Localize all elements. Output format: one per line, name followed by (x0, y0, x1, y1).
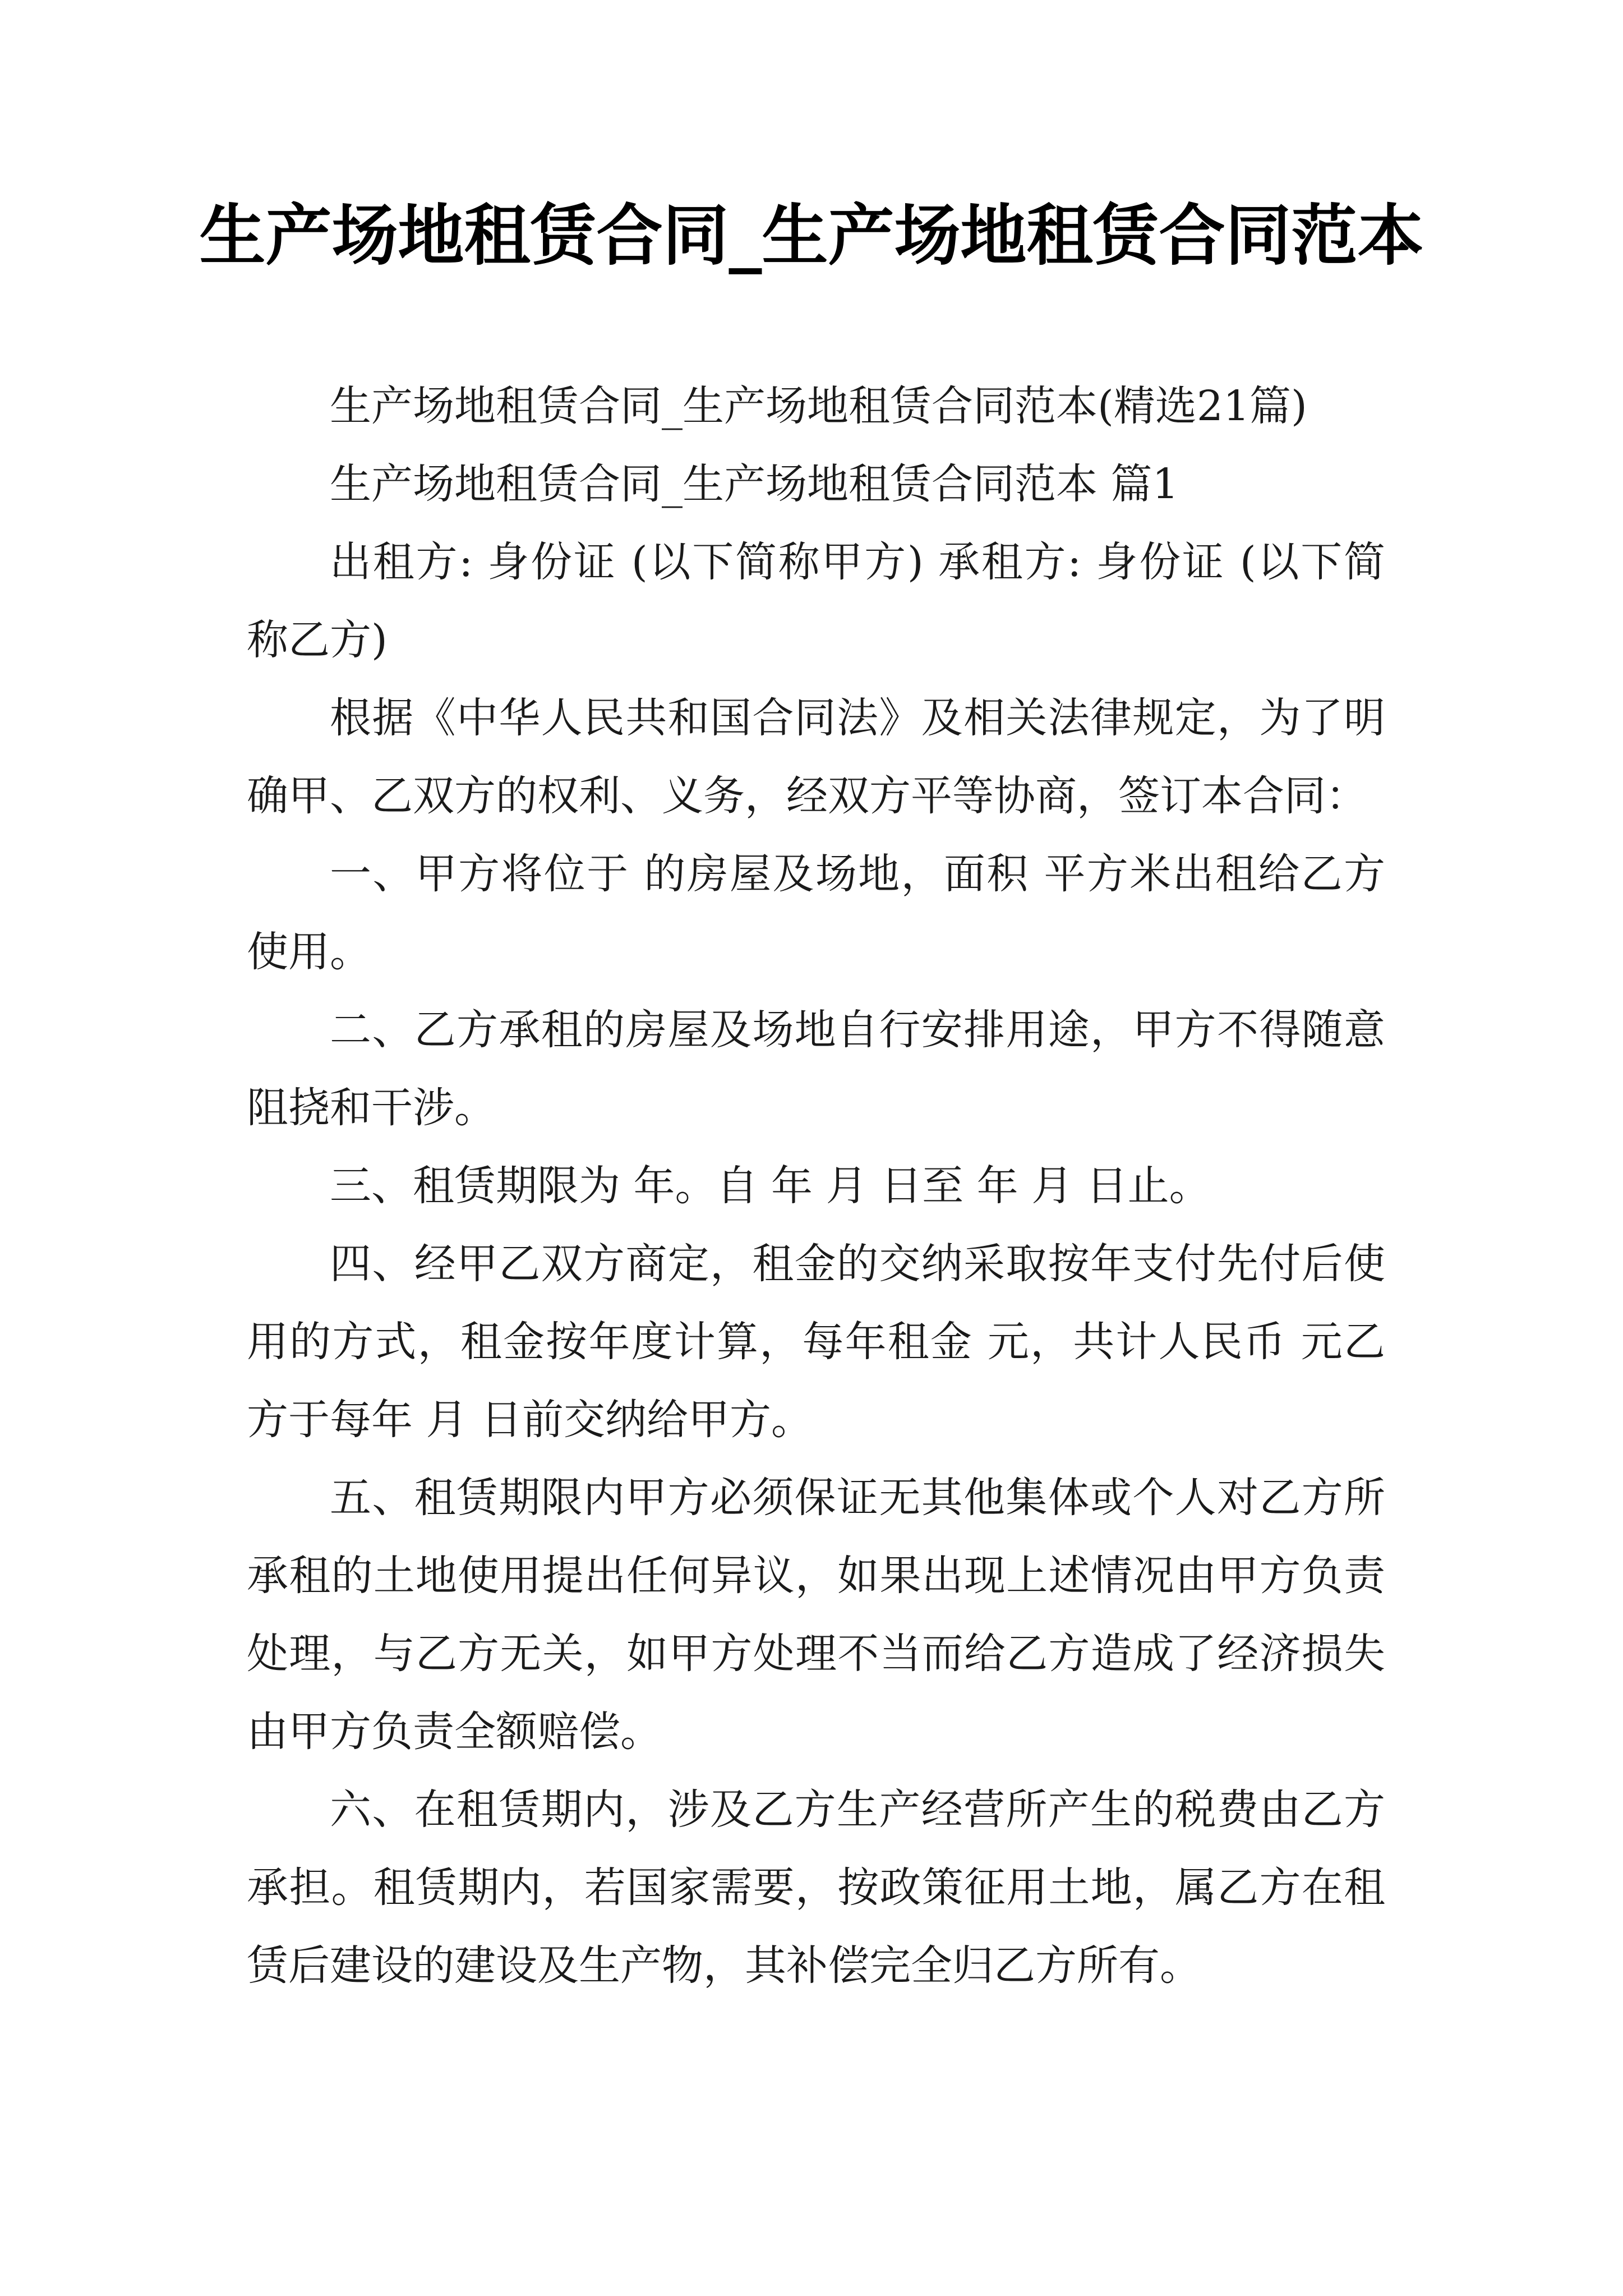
paragraph-clause-3: 三、租赁期限为 年。自 年 月 日至 年 月 日止。 (330, 1162, 1211, 1210)
document-body (247, 367, 1385, 2005)
paragraph-parties: 出租方: 身份证 (以下简称甲方) 承租方: 身份证 (以下简称乙方) (247, 538, 1385, 664)
paragraph-clause-5: 五、租赁期限内甲方必须保证无其他集体或个人对乙方所承租的土地使用提出任何异议，如果出现上述情况由甲方负责处理，与乙方无关，如甲方处理不当而给乙方造成了经济损失由甲方负责全额赔偿。 (247, 1474, 1385, 1756)
paragraph-preamble: 根据《中华人民共和国合同法》及相关法律规定，为了明确甲、乙双方的权利、义务，经双方平等协商，签订本合同： (247, 694, 1385, 820)
paragraph-clause-2: 二、乙方承租的房屋及场地自行安排用途，甲方不得随意阻挠和干涉。 (247, 1006, 1385, 1132)
paragraph-section-heading: 生产场地租赁合同_生产场地租赁合同范本 篇1 (330, 460, 1179, 508)
document-title: 生产场地租赁合同_生产场地租赁合同范本 (199, 197, 1424, 274)
paragraph-clause-6: 六、在租赁期内，涉及乙方生产经营所产生的税费由乙方承担。租赁期内，若国家需要，按政策征用土地，属乙方在租赁后建设的建设及生产物，其补偿完全归乙方所有。 (247, 1786, 1385, 1990)
paragraph-intro: 生产场地租赁合同_生产场地租赁合同范本(精选21篇) (330, 382, 1307, 430)
paragraph-clause-4: 四、经甲乙双方商定，租金的交纳采取按年支付先付后使用的方式，租金按年度计算，每年租金 元，共计人民币 元乙方于每年 月 日前交纳给甲方。 (247, 1240, 1385, 1444)
paragraph-clause-1: 一、甲方将位于 的房屋及场地，面积 平方米出租给乙方使用。 (247, 850, 1385, 976)
